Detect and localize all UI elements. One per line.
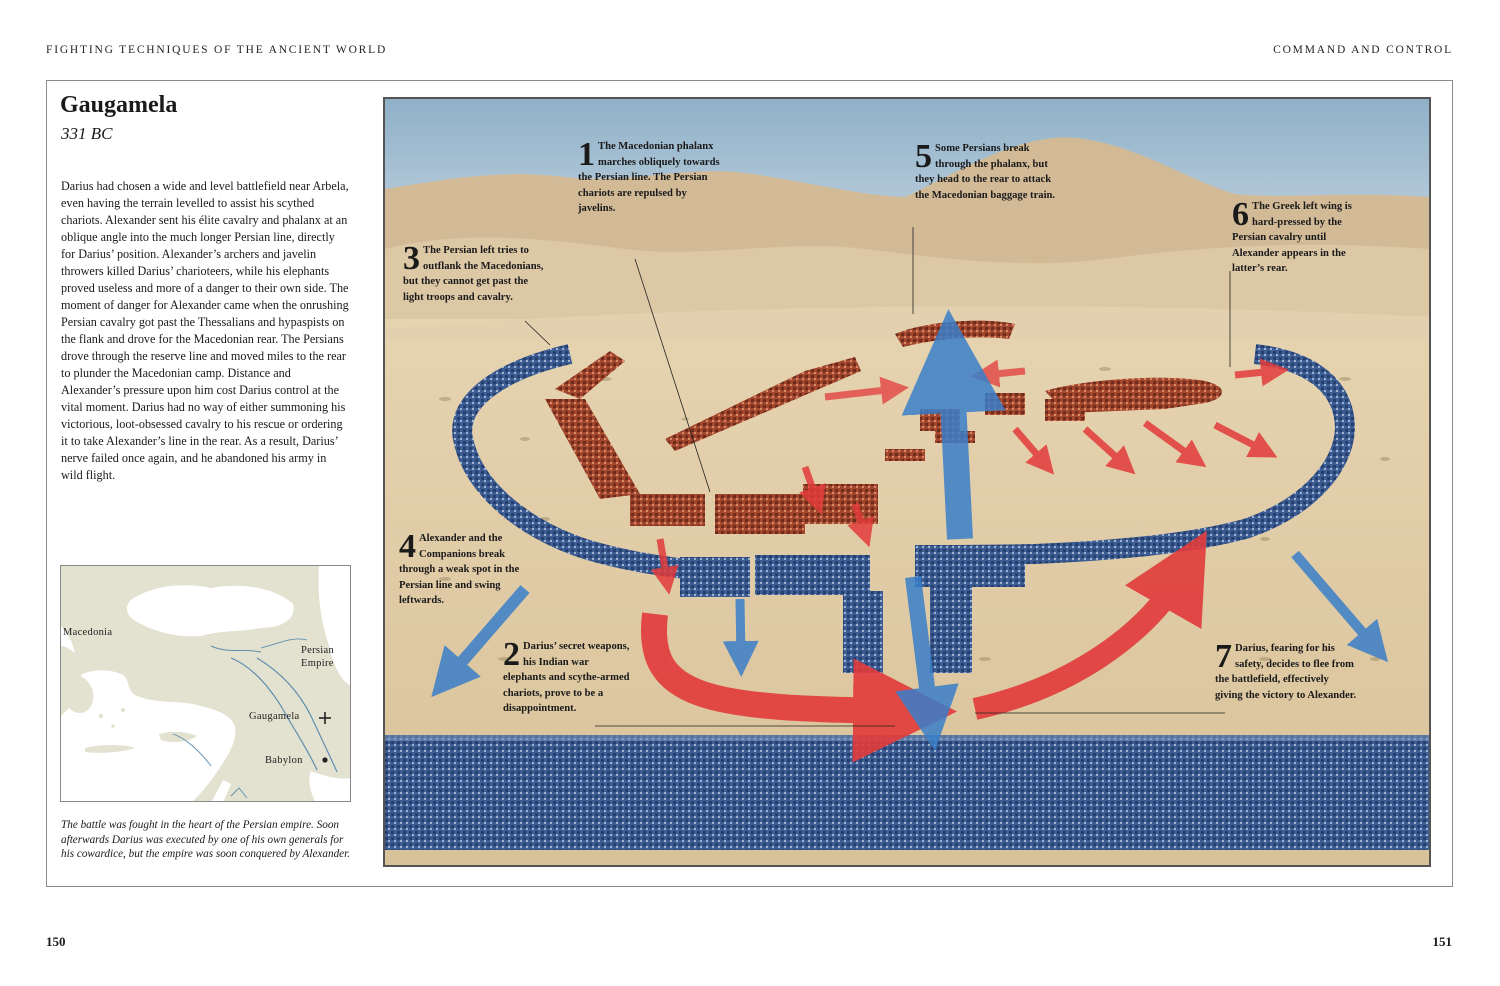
macedonian-block bbox=[985, 393, 1025, 415]
page-number-left: 150 bbox=[46, 934, 66, 949]
annotation-text: Some Persians break through the phalanx, but they head to the rear to attack the Macedonian baggage train. bbox=[915, 143, 1056, 201]
annotation-text: Darius, fearing for his safety, decides to flee from the battlefield, effectively giving the victory to Alexander. bbox=[1215, 643, 1357, 701]
article-body: Darius had chosen a wide and level battlefield near Arbela, even having the terrain levelled to assist his scythed chariots. Alexander sent his élite cavalry and phalanx at an oblique angle into the much longer Persian line, directly for Darius’ position. Alexander’s archers and javelin throwers killed Darius’ charioteers, while his elephants proved useless and more of a danger to their own side. The moment of danger for Alexander came when the onrushing Persian cavalry got past the Thessalians and hypaspists on the flank and drove for the Macedonian rear. The Persians drove through the reserve line and moved miles to the rear to plunder the Macedonian camp. Distance and Alexander’s pressure upon him cost Darius control at the vital moment. Darius had no way of either summoning his victorious, loot-obsessed cavalry to his rescue or ordering it to take Alexander’s line in the rear. As a result, Darius’ nerve failed once again, and he abandoned his army in wild flight. bbox=[61, 179, 349, 482]
article-date: 331 BC bbox=[61, 124, 113, 143]
macedonian-block bbox=[715, 494, 805, 534]
persian-line-block bbox=[680, 557, 750, 597]
annotation-text: The Macedonian phalanx marches obliquely towards the Persian line. The Persian chariots are repulsed by javelins. bbox=[578, 141, 720, 214]
annotation-6 bbox=[1232, 196, 1374, 277]
annotation-number: 3 bbox=[403, 240, 420, 277]
annotation-1 bbox=[578, 136, 720, 217]
map-caption: The battle was fought in the heart of the Persian empire. Soon afterwards Darius was executed by one of his own generals for his cowardice, but the empire was soon conquered by Alexander. bbox=[61, 819, 351, 860]
annotation-2 bbox=[503, 636, 631, 717]
battle-illustration bbox=[383, 97, 1431, 867]
annotation-7 bbox=[1215, 638, 1357, 703]
annotation-number: 2 bbox=[503, 636, 520, 673]
annotation-text: Darius’ secret weapons, his Indian war elephants and scythe-armed chariots, prove to be a disappointment. bbox=[503, 641, 630, 714]
annotation-number: 7 bbox=[1215, 638, 1232, 675]
running-head-left: FIGHTING TECHNIQUES OF THE ANCIENT WORLD bbox=[46, 44, 388, 56]
map-graphic bbox=[61, 566, 351, 802]
persian-column bbox=[930, 585, 972, 673]
annotation-text: The Persian left tries to outflank the Macedonians, but they cannot get past the light troops and cavalry. bbox=[403, 245, 544, 303]
map-label-gaugamela: Gaugamela bbox=[249, 711, 300, 722]
annotation-5 bbox=[915, 138, 1057, 203]
macedonian-block bbox=[630, 494, 705, 526]
annotation-text: The Greek left wing is hard-pressed by the Persian cavalry until Alexander appears in the latter’s rear. bbox=[1232, 201, 1352, 274]
annotation-number: 4 bbox=[399, 528, 416, 565]
persian-line-block bbox=[915, 547, 1025, 587]
page-number-right: 151 bbox=[1432, 934, 1452, 949]
city-dot-icon bbox=[322, 757, 327, 762]
article-title: Gaugamela bbox=[60, 92, 178, 118]
locator-map bbox=[60, 565, 351, 802]
annotation-number: 6 bbox=[1232, 196, 1249, 233]
annotation-number: 1 bbox=[578, 136, 595, 173]
annotation-text: Alexander and the Companions break through a weak spot in the Persian line and swing leftwards. bbox=[399, 533, 520, 606]
annotation-number: 5 bbox=[915, 138, 932, 175]
annotation-4 bbox=[399, 528, 531, 609]
map-label-macedonia: Macedonia bbox=[63, 627, 113, 638]
persian-main-army bbox=[385, 735, 1429, 850]
persian-column bbox=[843, 591, 883, 673]
running-head-right: COMMAND AND CONTROL bbox=[1273, 44, 1453, 56]
map-label-persian-empire: Persian Empire bbox=[301, 645, 335, 669]
annotation-3 bbox=[403, 240, 545, 305]
persian-line-block bbox=[755, 555, 870, 595]
map-label-babylon: Babylon bbox=[265, 755, 303, 766]
